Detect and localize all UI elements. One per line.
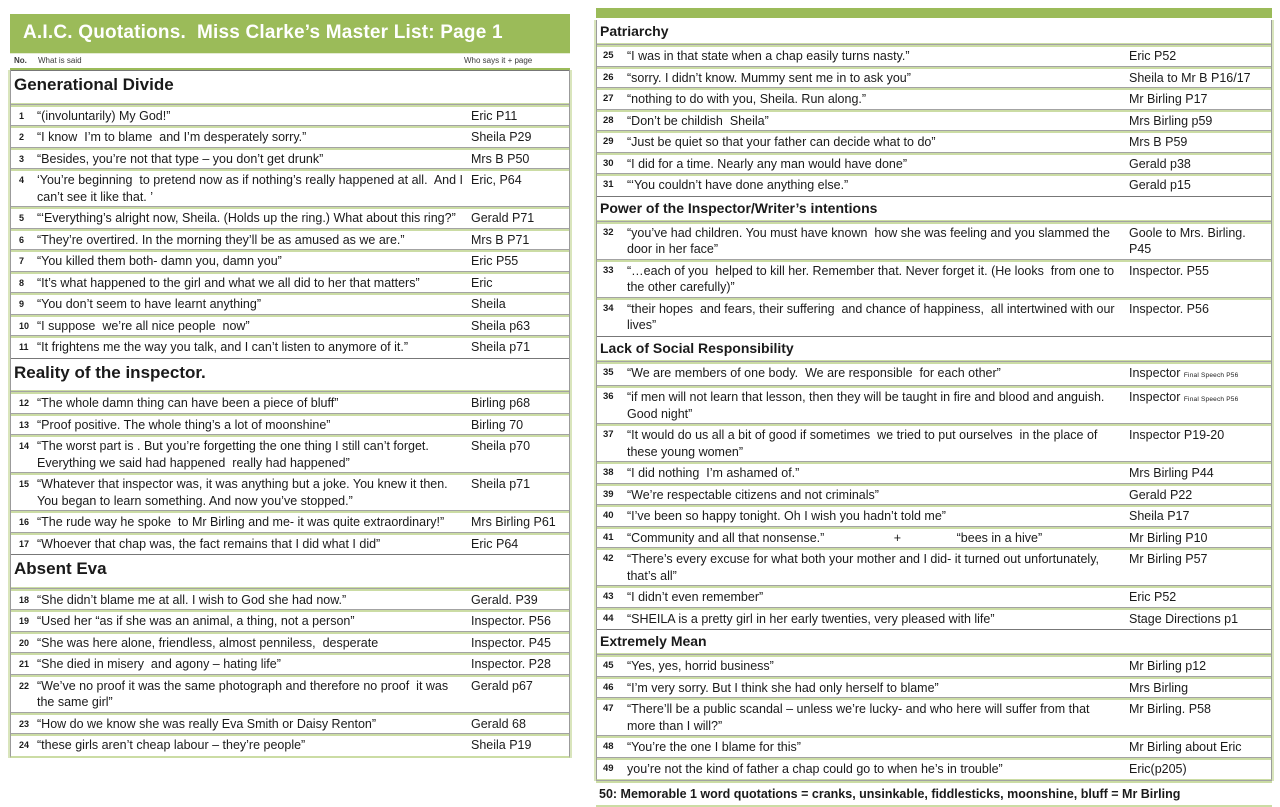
column-header-no: No.	[14, 56, 27, 65]
quote-attribution	[471, 339, 571, 356]
quote-attribution	[471, 536, 571, 553]
quote-text: “How do we know she was really Eva Smith or Daisy Renton”	[37, 716, 377, 731]
quote-row	[597, 586, 1271, 608]
quote-attribution	[1129, 551, 1271, 584]
quote-number: 36	[603, 391, 614, 403]
quote-number: 16	[19, 517, 30, 528]
quote-row	[597, 505, 1271, 527]
quote-row	[597, 260, 1271, 298]
quote-row	[597, 362, 1271, 387]
quote-number: 11	[19, 342, 29, 353]
quote-row	[11, 653, 569, 675]
quote-attribution-name: Eric P52	[1129, 590, 1177, 605]
quote-text: “She didn’t blame me at all. I wish to God she had now.”	[37, 592, 347, 607]
quote-attribution	[471, 232, 571, 249]
quote-attribution	[1129, 263, 1271, 296]
quote-attribution	[471, 108, 571, 125]
quote-row	[597, 527, 1271, 549]
page-title: A.I.C. Quotations. Miss Clarke’s Master List: Page 1	[10, 14, 570, 53]
quote-text: “I did nothing I’m ashamed of.”	[627, 466, 800, 481]
quote-attribution-name: Mrs B P50	[471, 151, 530, 166]
quote-text: “sorry. I didn’t know. Mummy sent me in to ask you”	[627, 70, 911, 85]
quote-number: 30	[603, 157, 614, 169]
quote-attribution	[1129, 70, 1271, 87]
section-heading: Absent Eva	[11, 554, 569, 589]
quote-text: “We’re respectable citizens and not criminals”	[627, 487, 879, 502]
quote-attribution	[1129, 465, 1271, 482]
quote-attribution	[471, 151, 571, 168]
quote-number: 46	[603, 681, 614, 693]
quote-text: “Used her “as if she was an animal, a thing, not a person”	[37, 614, 355, 629]
quote-row	[597, 174, 1271, 196]
quote-row	[11, 250, 569, 272]
quote-row	[11, 148, 569, 170]
quote-row	[11, 126, 569, 148]
quote-row	[597, 484, 1271, 506]
quote-attribution-name: Sheila p71	[471, 477, 531, 492]
quote-text: “Proof positive. The whole thing’s a lot of moonshine”	[37, 417, 331, 432]
quote-attribution-name: Mr Birling P57	[1129, 552, 1208, 567]
quote-number: 44	[603, 612, 614, 624]
quote-text: “I know I’m to blame and I’m desperately sorry.”	[37, 130, 307, 145]
footer-memorable-quotations: 50: Memorable 1 word quotations = cranks, unsinkable, fiddlesticks, moonshine, bluff = Mr Birling	[596, 781, 1272, 807]
quote-row	[11, 414, 569, 436]
quote-attribution-name: Mrs Birling P44	[1129, 466, 1214, 481]
quote-number: 42	[603, 553, 614, 565]
quote-text: “you’ve had children. You must have known how she was feeling and you slammed the door in her face”	[627, 225, 1114, 257]
quote-number: 22	[19, 680, 30, 691]
section-heading: Lack of Social Responsibility	[597, 336, 1271, 362]
section-heading: Extremely Mean	[597, 629, 1271, 655]
quote-attribution	[1129, 113, 1271, 130]
quote-attribution-name: Inspector	[1129, 365, 1184, 380]
quote-text: “if men will not learn that lesson, then they will be taught in fire and blood and anguish. Good night”	[627, 390, 1112, 421]
quote-text: “Besides, you’re not that type – you don’t get drunk”	[37, 151, 324, 166]
quote-attribution	[471, 129, 571, 146]
quote-number: 10	[19, 320, 30, 331]
quote-number: 7	[19, 256, 25, 267]
quote-row	[597, 698, 1271, 736]
quote-attribution	[471, 318, 571, 335]
quote-attribution-name: Inspector. P56	[471, 614, 551, 629]
quote-attribution	[1129, 658, 1271, 675]
quote-attribution	[1129, 365, 1271, 385]
quote-attribution	[471, 253, 571, 270]
quote-row	[11, 229, 569, 251]
quote-text: “I was in that state when a chap easily turns nasty.”	[627, 49, 910, 64]
quote-text: “They’re overtired. In the morning they’ll be as amused as we are.”	[37, 232, 405, 247]
quote-number: 15	[19, 479, 30, 490]
quote-row	[11, 533, 569, 555]
quote-row	[11, 734, 569, 756]
quote-row	[11, 632, 569, 654]
quote-number: 14	[19, 441, 30, 452]
quote-text: “Community and all that nonsense.” + “bees in a hive”	[627, 530, 1043, 545]
quote-attribution	[1129, 589, 1271, 606]
quote-text: ‘You’re beginning to pretend now as if nothing’s really happened at all. And I can’t see it like that. ’	[37, 173, 467, 204]
quote-attribution	[1129, 739, 1271, 756]
quote-attribution-name: Sheila p71	[471, 340, 531, 355]
quote-text: “Whatever that inspector was, it was anything but a joke. You knew it then. You began to learn something. And now you’ve stopped.”	[37, 477, 451, 508]
quote-text: “I didn’t even remember”	[627, 590, 764, 605]
quote-number: 8	[19, 277, 25, 288]
quote-text: “We are members of one body. We are responsible for each other”	[627, 365, 1001, 380]
quote-attribution	[471, 275, 571, 292]
quote-attribution-name: Gerald p67	[471, 678, 533, 693]
quote-attribution-name: Sheila to Mr B P16/17	[1129, 70, 1251, 85]
quote-text: “SHEILA is a pretty girl in her early twenties, very pleased with life”	[627, 611, 995, 626]
quote-number: 41	[603, 531, 614, 543]
quote-attribution-name: Eric P55	[471, 254, 519, 269]
quote-attribution-name: Mr Birling P17	[1129, 92, 1208, 107]
quote-attribution	[471, 613, 571, 630]
quote-attribution	[1129, 389, 1271, 422]
quote-row	[597, 222, 1271, 260]
quote-number: 25	[603, 50, 614, 62]
quote-row	[11, 473, 569, 511]
quote-text: “I’m very sorry. But I think she had only herself to blame”	[627, 680, 939, 695]
quote-attribution-name: Mrs Birling	[1129, 680, 1189, 695]
quote-number: 32	[603, 226, 614, 238]
quote-number: 47	[603, 703, 614, 715]
quote-text: “Yes, yes, horrid business”	[627, 659, 774, 674]
quote-number: 6	[19, 234, 25, 245]
green-accent-bar	[596, 8, 1272, 18]
quote-attribution	[1129, 225, 1271, 258]
quote-attribution-name: Mrs Birling P61	[471, 515, 556, 530]
quote-row	[11, 105, 569, 127]
quote-row	[11, 293, 569, 315]
quote-number: 24	[19, 740, 30, 751]
quote-attribution-name: Eric(p205)	[1129, 761, 1187, 776]
quote-number: 49	[603, 762, 614, 774]
quote-attribution	[1129, 134, 1271, 151]
quote-row	[11, 169, 569, 207]
quote-number: 43	[603, 591, 614, 603]
quote-row	[597, 298, 1271, 336]
quote-number: 45	[603, 660, 614, 672]
quote-row	[11, 336, 569, 358]
quote-text: “It’s what happened to the girl and what we all did to her that matters”	[37, 275, 420, 290]
quote-attribution	[471, 438, 571, 471]
section-heading: Generational Divide	[11, 70, 569, 105]
quote-number: 12	[19, 398, 30, 409]
quote-attribution	[471, 656, 571, 673]
quote-attribution-name: Birling p68	[471, 396, 531, 411]
section-heading: Patriarchy	[597, 20, 1271, 45]
quote-attribution-name: Eric, P64	[471, 173, 522, 188]
quote-number: 13	[19, 419, 30, 430]
quote-attribution-name: Inspector P19-20	[1129, 428, 1225, 443]
quote-attribution-name: Sheila p70	[471, 439, 531, 454]
quote-text: “nothing to do with you, Sheila. Run along.”	[627, 92, 867, 107]
quote-attribution	[1129, 48, 1271, 65]
quote-number: 48	[603, 741, 614, 753]
quote-row	[11, 315, 569, 337]
quote-attribution	[471, 395, 571, 412]
quote-attribution	[471, 172, 571, 205]
quote-text: “I suppose we’re all nice people now”	[37, 318, 250, 333]
quote-attribution	[1129, 156, 1271, 173]
quote-row	[597, 153, 1271, 175]
quotes-table-right	[596, 20, 1272, 781]
quote-attribution	[471, 592, 571, 609]
quote-text: “There’s every excuse for what both your mother and I did- it turned out unfortunately, that’s all”	[627, 552, 1106, 583]
quote-row	[11, 511, 569, 533]
quote-row	[11, 207, 569, 229]
quote-attribution-name: Inspector. P28	[471, 657, 551, 672]
quote-text: “She died in misery and agony – hating life”	[37, 657, 281, 672]
quote-text: “(involuntarily) My God!”	[37, 108, 171, 123]
quote-number: 21	[19, 659, 30, 670]
quote-row	[597, 736, 1271, 758]
quote-row	[597, 608, 1271, 630]
quote-row	[11, 435, 569, 473]
quote-number: 33	[603, 264, 614, 276]
quote-row	[11, 392, 569, 414]
column-header-row	[10, 53, 570, 70]
quote-number: 29	[603, 136, 614, 148]
quote-text: “…each of you helped to kill her. Remember that. Never forget it. (He looks from one to the other carefully)”	[627, 263, 1118, 295]
quote-attribution	[471, 737, 571, 754]
quote-attribution-name: Sheila p63	[471, 318, 531, 333]
quote-text: “The rude way he spoke to Mr Birling and me- it was quite extraordinary!”	[37, 515, 445, 530]
quote-text: you’re not the kind of father a chap could go to when he’s in trouble”	[627, 761, 1003, 776]
quote-attribution	[1129, 530, 1271, 547]
quote-row	[597, 45, 1271, 67]
quote-number: 34	[603, 302, 614, 314]
quote-number: 35	[603, 366, 614, 378]
column-header-who-says-it: Who says it + page	[464, 56, 533, 65]
quote-row	[597, 548, 1271, 586]
quote-text: “I did for a time. Nearly any man would have done”	[627, 156, 907, 171]
quote-row	[597, 110, 1271, 132]
quote-attribution-name: Eric P52	[1129, 49, 1177, 64]
quote-attribution-name: Gerald P71	[471, 211, 535, 226]
quote-attribution-name: Inspector. P56	[1129, 301, 1209, 316]
quotes-table-left	[10, 70, 570, 758]
quote-attribution-name: Mrs Birling p59	[1129, 113, 1213, 128]
quote-attribution-name: Gerald 68	[471, 716, 526, 731]
quote-row	[597, 758, 1271, 780]
quote-text: “It frightens me the way you talk, and I can’t listen to anymore of it.”	[37, 340, 409, 355]
quote-text: “‘Everything’s alright now, Sheila. (Holds up the ring.) What about this ring?”	[37, 211, 456, 226]
quote-attribution	[1129, 611, 1271, 628]
quote-attribution-name: Gerald p38	[1129, 156, 1191, 171]
quote-row	[597, 67, 1271, 89]
quote-row	[597, 386, 1271, 424]
quote-number: 3	[19, 153, 25, 164]
quote-attribution-name: Mr Birling. P58	[1129, 702, 1211, 717]
quote-number: 1	[19, 110, 25, 121]
quote-attribution-name: Goole to Mrs. Birling. P45	[1129, 225, 1246, 257]
quote-text: “The whole damn thing can have been a piece of bluff”	[37, 396, 339, 411]
quote-number: 38	[603, 467, 614, 479]
quote-attribution	[1129, 301, 1271, 334]
quote-attribution-detail: Final Speech P56	[1183, 371, 1239, 379]
quote-attribution-name: Mr Birling p12	[1129, 659, 1207, 674]
right-column	[596, 8, 1272, 807]
quote-number: 26	[603, 71, 614, 83]
quote-number: 18	[19, 594, 30, 605]
quote-attribution-name: Sheila P29	[471, 130, 532, 145]
quote-attribution	[1129, 487, 1271, 504]
quote-attribution-name: Mrs B P71	[471, 232, 530, 247]
quote-text: “their hopes and fears, their suffering and chance of happiness, all intertwined with our lives”	[627, 301, 1119, 333]
quote-row	[597, 424, 1271, 462]
quote-attribution-name: Eric P64	[471, 536, 519, 551]
quote-number: 20	[19, 637, 30, 648]
quote-text: “Whoever that chap was, the fact remains that I did what I did”	[37, 536, 381, 551]
quote-attribution-name: Sheila	[471, 297, 506, 312]
quote-text: “There’ll be a public scandal – unless we’re lucky- and who here will suffer from that more than I will?”	[627, 702, 1093, 733]
quote-attribution	[471, 514, 571, 531]
quote-attribution-name: Mr Birling P10	[1129, 530, 1208, 545]
quote-row	[11, 675, 569, 713]
quote-attribution	[1129, 701, 1271, 734]
quote-attribution	[1129, 508, 1271, 525]
quote-number: 28	[603, 114, 614, 126]
quote-text: “We’ve no proof it was the same photograph and therefore no proof it was the same girl”	[37, 678, 452, 710]
quote-attribution	[471, 716, 571, 733]
quote-attribution	[471, 417, 571, 434]
quote-text: “The worst part is . But you’re forgetting the one thing I still can’t forget. Everything we said had happened really had happened”	[37, 439, 433, 470]
quote-number: 17	[19, 538, 30, 549]
column-header-what-is-said: What is said	[38, 56, 82, 65]
quote-attribution	[1129, 177, 1271, 194]
quote-row	[597, 131, 1271, 153]
quote-attribution-name: Sheila P19	[471, 738, 532, 753]
quote-text: “You’re the one I blame for this”	[627, 740, 801, 755]
quote-row	[597, 88, 1271, 110]
quote-number: 2	[19, 132, 25, 143]
quote-row	[597, 677, 1271, 699]
quote-attribution	[471, 210, 571, 227]
quote-attribution-name: Mrs B P59	[1129, 135, 1188, 150]
quote-text: “Just be quiet so that your father can decide what to do”	[627, 135, 936, 150]
quote-row	[597, 655, 1271, 677]
quote-attribution	[471, 476, 571, 509]
quote-attribution-name: Gerald. P39	[471, 592, 538, 607]
quote-row	[11, 589, 569, 611]
quote-number: 31	[603, 179, 614, 191]
section-heading: Reality of the inspector.	[11, 358, 569, 393]
quote-attribution-name: Eric	[471, 275, 493, 290]
quote-text: “She was here alone, friendless, almost penniless, desperate	[37, 635, 379, 650]
quote-row	[11, 610, 569, 632]
quote-attribution	[471, 635, 571, 652]
quote-text: “You don’t seem to have learnt anything”	[37, 297, 261, 312]
quote-text: “Don’t be childish Sheila”	[627, 113, 769, 128]
quote-attribution-name: Eric P11	[471, 108, 518, 123]
quote-attribution-name: Gerald P22	[1129, 487, 1193, 502]
quote-attribution-name: Sheila P17	[1129, 509, 1190, 524]
quote-attribution	[471, 678, 571, 711]
left-column	[10, 14, 570, 807]
quote-attribution-name: Inspector. P55	[1129, 263, 1209, 278]
quote-attribution	[471, 296, 571, 313]
quote-attribution	[1129, 427, 1271, 460]
quote-attribution-detail: Final Speech P56	[1183, 396, 1239, 404]
quote-attribution-name: Mr Birling about Eric	[1129, 740, 1242, 755]
quote-attribution-name: Stage Directions p1	[1129, 611, 1239, 626]
quote-number: 4	[19, 175, 25, 186]
quote-row	[597, 462, 1271, 484]
quote-row	[11, 713, 569, 735]
quote-text: “these girls aren’t cheap labour – they’re people”	[37, 738, 306, 753]
quote-attribution-name: Inspector	[1129, 390, 1184, 405]
quote-text: “‘You couldn’t have done anything else.”	[627, 178, 849, 193]
quote-text: “You killed them both- damn you, damn you”	[37, 254, 282, 269]
quote-number: 5	[19, 213, 25, 224]
quote-number: 19	[19, 616, 30, 627]
quote-number: 37	[603, 429, 614, 441]
quote-number: 27	[603, 93, 614, 105]
quote-number: 40	[603, 510, 614, 522]
quote-row	[11, 272, 569, 294]
quote-text: “I’ve been so happy tonight. Oh I wish you hadn’t told me”	[627, 509, 946, 524]
quote-attribution	[1129, 761, 1271, 778]
quote-attribution	[1129, 680, 1271, 697]
quote-attribution-name: Inspector. P45	[471, 635, 551, 650]
quote-attribution-name: Gerald p15	[1129, 178, 1191, 193]
quote-attribution-name: Birling 70	[471, 417, 524, 432]
quote-text: “It would do us all a bit of good if sometimes we tried to put ourselves in the place of these young women”	[627, 428, 1101, 459]
quote-number: 9	[19, 299, 25, 310]
section-heading: Power of the Inspector/Writer’s intentions	[597, 196, 1271, 222]
quote-attribution	[1129, 91, 1271, 108]
quote-number: 23	[19, 718, 30, 729]
quote-number: 39	[603, 488, 614, 500]
